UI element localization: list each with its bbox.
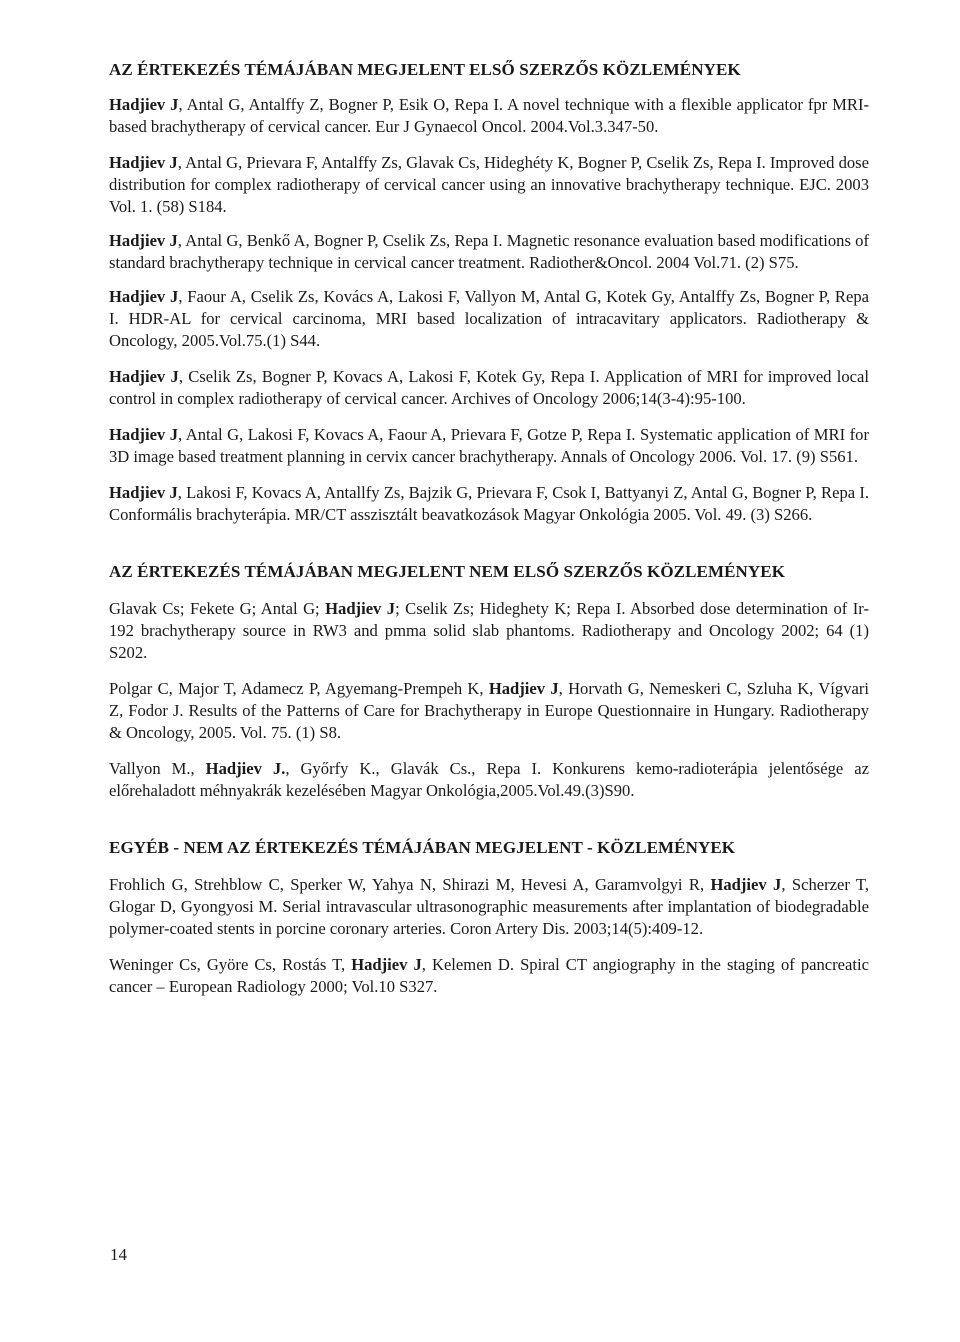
document-page xyxy=(109,58,869,998)
page-number: 14 xyxy=(110,1245,127,1264)
reference-text: , Cselik Zs, Bogner P, Kovacs A, Lakosi F, Kotek Gy, Repa I. Application of MRI for improved local control in complex radiotherapy of cervical cancer. Archives of Oncology 2006;14(3-4):95-100. xyxy=(109,367,869,408)
reference-text: , Antal G, Prievara F, Antalffy Zs, Glavak Cs, Hideghéty K, Bogner P, Cselik Zs, Repa I. Improved dose distribution for complex radiotherapy of cervical cancer using an innovative brachytherapy technique. EJC. 2003 Vol. 1. (58) S184. xyxy=(109,153,869,216)
reference-text: , Scherzer T, Glogar D, Gyongyosi M. Serial intravascular ultrasonographic measurements after implantation of biodegradable polymer-coated stents in porcine coronary arteries. Coron Artery Dis. 2003;14(5):409-12. xyxy=(109,875,869,938)
reference-item xyxy=(109,94,869,138)
reference-text: Polgar C, Major T, Adamecz P, Agyemang-Prempeh K, xyxy=(109,679,489,698)
reference-text: , Faour A, Cselik Zs, Kovács A, Lakosi F, Vallyon M, Antal G, Kotek Gy, Antalffy Zs, Bogner P, Repa I. HDR-AL for cervical carcinoma, MRI based localization of intracavitary applicators. Radiotherapy & Oncology, 2005.Vol.75.(1) S44. xyxy=(109,287,869,350)
reference-text: , Antal G, Lakosi F, Kovacs A, Faour A, Prievara F, Gotze P, Repa I. Systematic application of MRI for 3D image based treatment planning in cervix cancer brachytherapy. Annals of Oncology 2006. Vol. 17. (9) S561. xyxy=(109,425,869,466)
author-highlight: Hadjiev J xyxy=(109,95,179,114)
reference-text: , Antal G, Antalffy Z, Bogner P, Esik O, Repa I. A novel technique with a flexible applicator fpr MRI-based brachytherapy of cervical cancer. Eur J Gynaecol Oncol. 2004.Vol.3.347-50. xyxy=(109,95,869,136)
reference-item xyxy=(109,874,869,940)
author-highlight: Hadjiev J xyxy=(325,599,396,618)
author-highlight: Hadjiev J xyxy=(488,679,559,698)
reference-item xyxy=(109,758,869,802)
author-highlight: Hadjiev J xyxy=(710,875,782,894)
reference-item xyxy=(109,954,869,998)
reference-item xyxy=(109,678,869,744)
reference-text: Glavak Cs; Fekete G; Antal G; xyxy=(109,599,326,618)
author-highlight: Hadjiev J. xyxy=(205,759,286,778)
reference-item xyxy=(109,152,869,218)
author-highlight: Hadjiev J xyxy=(109,287,179,306)
section-heading-co-author: AZ ÉRTEKEZÉS TÉMÁJÁBAN MEGJELENT NEM ELSŐ SZERZŐS KÖZLEMÉNYEK xyxy=(109,562,786,581)
reference-item xyxy=(109,598,869,664)
reference-text: Weninger Cs, Györe Cs, Rostás T, xyxy=(109,955,352,974)
reference-item xyxy=(109,366,869,410)
reference-text: , Lakosi F, Kovacs A, Antallfy Zs, Bajzik G, Prievara F, Csok I, Battyanyi Z, Antal G, Bogner P, Repa I. Conformális brachyterápia. MR/CT asszisztált beavatkozások Magyar Onkológia 2005. Vol. 49. (3) S266. xyxy=(109,483,869,524)
section-heading-first-author: AZ ÉRTEKEZÉS TÉMÁJÁBAN MEGJELENT ELSŐ SZERZŐS KÖZLEMÉNYEK xyxy=(109,60,741,79)
author-highlight: Hadjiev J xyxy=(109,483,178,502)
section-heading-other: EGYÉB - NEM AZ ÉRTEKEZÉS TÉMÁJÁBAN MEGJELENT - KÖZLEMÉNYEK xyxy=(109,838,736,857)
reference-text: , Horvath G, Nemeskeri C, Szluha K, Vígvari Z, Fodor J. Results of the Patterns of Care for Brachytherapy in Europe Questionnaire in Hungary. Radiotherapy & Oncology, 2005. Vol. 75. (1) S8. xyxy=(109,679,869,742)
reference-text: Frohlich G, Strehblow C, Sperker W, Yahya N, Shirazi M, Hevesi A, Garamvolgyi R, xyxy=(109,875,711,894)
author-highlight: Hadjiev J xyxy=(109,231,178,250)
reference-text: , Antal G, Benkő A, Bogner P, Cselik Zs, Repa I. Magnetic resonance evaluation based modifications of standard brachytherapy technique in cervical cancer treatment. Radiother&Oncol. 2004 Vol.71. (2) S75. xyxy=(109,231,869,272)
reference-text: , Kelemen D. Spiral CT angiography in the staging of pancreatic cancer – European Radiology 2000; Vol.10 S327. xyxy=(109,955,869,996)
reference-item xyxy=(109,286,869,352)
reference-text: , Győrfy K., Glavák Cs., Repa I. Konkurens kemo-radioterápia jelentősége az előrehaladott méhnyakrák kezelésében Magyar Onkológia,2005.Vol.49.(3)S90. xyxy=(109,759,870,800)
reference-item xyxy=(109,424,869,468)
author-highlight: Hadjiev J xyxy=(109,425,179,444)
author-highlight: Hadjiev J xyxy=(109,153,178,172)
author-highlight: Hadjiev J xyxy=(351,955,422,974)
reference-text: ; Cselik Zs; Hideghety K; Repa I. Absorbed dose determination of Ir-192 brachytherapy source in RW3 and pmma solid slab phantoms. Radiotherapy and Oncology 2002; 64 (1) S202. xyxy=(109,599,869,662)
reference-item xyxy=(109,230,869,274)
author-highlight: Hadjiev J xyxy=(109,367,179,386)
reference-item xyxy=(109,482,869,526)
reference-text: Vallyon M., xyxy=(109,759,206,778)
